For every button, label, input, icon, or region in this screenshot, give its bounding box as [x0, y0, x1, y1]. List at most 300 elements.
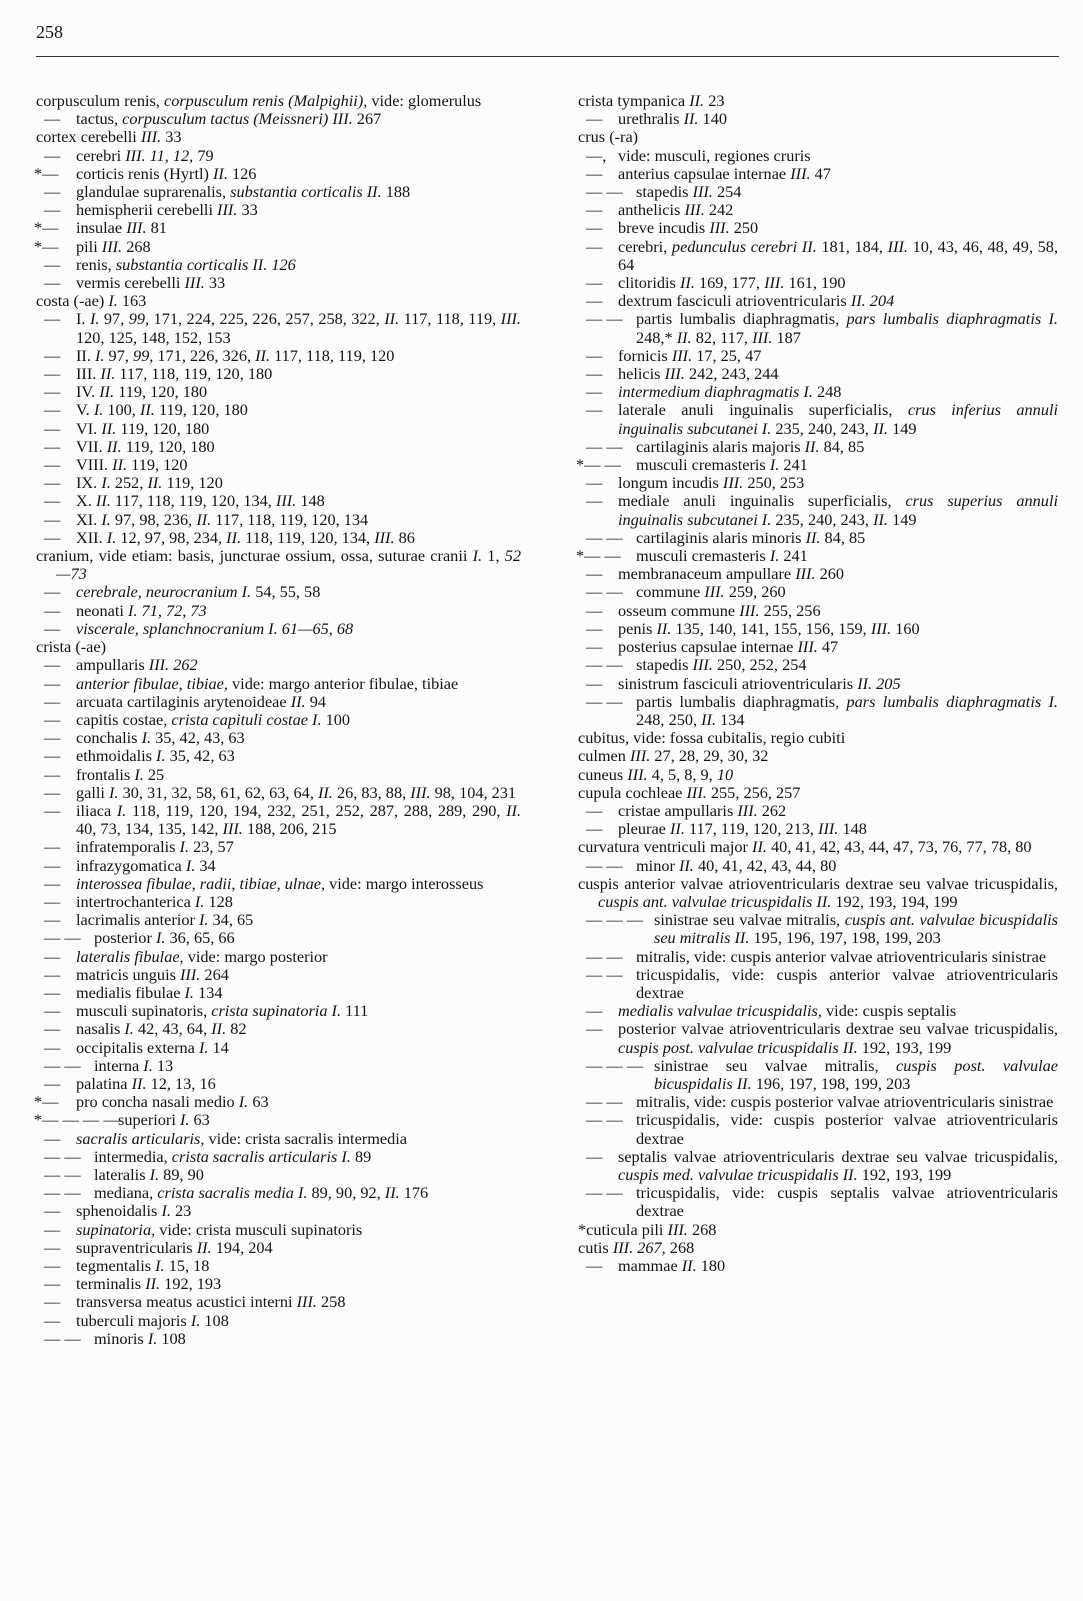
- entry-text: osseum commune III. 255, 256: [618, 600, 821, 620]
- index-entry: [36, 583, 521, 601]
- entry-lead-marker: —: [44, 309, 61, 329]
- index-entry: [36, 1148, 521, 1166]
- entry-lead-marker: —: [586, 109, 603, 129]
- entry-lead-marker: — —: [586, 1183, 623, 1203]
- index-entry: [578, 1057, 1058, 1093]
- entry-lead-marker: —: [44, 491, 61, 511]
- index-entry: [578, 729, 1058, 747]
- entry-lead-marker: —: [44, 855, 61, 875]
- entry-text: tricuspidalis, vide: cuspis anterior valvae atrioventricularis dextrae: [636, 964, 1058, 1002]
- index-entry: [36, 929, 521, 947]
- index-entry: [36, 747, 521, 765]
- index-entry: [578, 1111, 1058, 1147]
- entry-lead-marker: —: [586, 600, 603, 620]
- entry-lead-marker: —: [586, 400, 603, 420]
- entry-text: crista tympanica II. 23: [578, 91, 725, 110]
- entry-lead-marker: —: [586, 1019, 603, 1039]
- index-entry: [36, 511, 521, 529]
- entry-text: tactus, corpusculum tactus (Meissneri) III. 267: [76, 109, 382, 129]
- entry-lead-marker: — —: [586, 946, 623, 966]
- index-entry: [36, 911, 521, 929]
- entry-lead-marker: —: [44, 673, 61, 693]
- entry-lead-marker: —: [586, 236, 603, 256]
- index-entry: [36, 383, 521, 401]
- entry-text: urethralis II. 140: [618, 109, 727, 129]
- entry-text: I. I. 97, 99, 171, 224, 225, 226, 257, 258, 322, II. 117, 118, 119, III. 120, 125, 148, 152, 153: [76, 309, 521, 347]
- index-entry: [36, 1312, 521, 1330]
- index-entry: [578, 147, 1058, 165]
- entry-text: tricuspidalis, vide: cuspis septalis valvae atrioventricularis dextrae: [636, 1183, 1058, 1221]
- entry-lead-marker: —: [44, 728, 61, 748]
- entry-lead-marker: — —: [586, 582, 623, 602]
- entry-lead-marker: —: [586, 564, 603, 584]
- index-entry: [36, 1330, 521, 1348]
- index-entry: [36, 292, 521, 310]
- index-entry: [578, 274, 1058, 292]
- index-entry: [578, 911, 1058, 947]
- entry-lead-marker: — —: [586, 1110, 623, 1130]
- index-entry: [578, 183, 1058, 201]
- index-entry: [36, 474, 521, 492]
- index-entry: [578, 838, 1058, 856]
- index-entry: [36, 547, 521, 583]
- index-entry: [578, 310, 1058, 346]
- entry-lead-marker: —: [586, 364, 603, 384]
- index-entry: [36, 838, 521, 856]
- index-entry: [578, 383, 1058, 401]
- entry-lead-marker: —: [44, 618, 61, 638]
- index-entry: [36, 1275, 521, 1293]
- index-entry: [36, 365, 521, 383]
- entry-text: IX. I. 252, II. 119, 120: [76, 473, 223, 493]
- index-entry: [36, 966, 521, 984]
- index-entry: [36, 310, 521, 346]
- entry-lead-marker: — —: [44, 928, 81, 948]
- index-entry: [36, 1184, 521, 1202]
- entry-text: capitis costae, crista capituli costae I. 100: [76, 709, 351, 729]
- entry-lead-marker: —: [44, 946, 61, 966]
- entry-lead-marker: — —: [44, 1164, 81, 1184]
- entry-text: cupula cochleae III. 255, 256, 257: [578, 782, 801, 802]
- entry-lead-marker: —: [44, 910, 61, 930]
- index-entry: [578, 365, 1058, 383]
- entry-lead-marker: *— —: [576, 455, 621, 475]
- entry-lead-marker: —: [44, 764, 61, 784]
- entry-text: cuneus III. 4, 5, 8, 9, 10: [578, 764, 734, 784]
- entry-text: sinistrae seu valvae mitralis, cuspis ant. valvulae bicuspidalis seu mitralis II. 195, 196, 197, 198, 199, 203: [654, 910, 1058, 948]
- entry-lead-marker: —: [44, 273, 61, 293]
- entry-lead-marker: — —: [586, 655, 623, 675]
- index-entry: [36, 620, 521, 638]
- entry-text: cartilaginis alaris minoris II. 84, 85: [636, 527, 866, 547]
- index-entry: [578, 656, 1058, 674]
- entry-lead-marker: —: [586, 291, 603, 311]
- entry-text: VIII. II. 119, 120: [76, 455, 188, 475]
- entry-lead-marker: —: [44, 1128, 61, 1148]
- index-entry: [36, 183, 521, 201]
- entry-lead-marker: *— —: [576, 546, 621, 566]
- entry-text: lacrimalis anterior I. 34, 65: [76, 910, 254, 930]
- entry-lead-marker: —: [44, 509, 61, 529]
- entry-lead-marker: —: [586, 673, 603, 693]
- entry-text: longum incudis III. 250, 253: [618, 473, 805, 493]
- entry-text: VI. II. 119, 120, 180: [76, 418, 210, 438]
- entry-text: posterior I. 36, 65, 66: [94, 928, 235, 948]
- entry-lead-marker: — —: [586, 691, 623, 711]
- index-entry: [578, 474, 1058, 492]
- entry-text: sinistrae seu valvae mitralis, cuspis post. valvulae bicuspidalis II. 196, 197, 198, 199, 203: [654, 1055, 1058, 1093]
- index-entry: [578, 165, 1058, 183]
- entry-lead-marker: —: [586, 1001, 603, 1021]
- index-entry: [36, 984, 521, 1002]
- entry-lead-marker: —: [586, 618, 603, 638]
- index-entry: [578, 1020, 1058, 1056]
- entry-lead-marker: —: [586, 163, 603, 183]
- index-column-left: [36, 92, 521, 1348]
- index-entry: [36, 656, 521, 674]
- index-entry: [36, 147, 521, 165]
- index-entry: [578, 602, 1058, 620]
- entry-text: crus (-ra): [578, 127, 639, 147]
- entry-lead-marker: — —: [586, 182, 623, 202]
- index-entry: [36, 1093, 521, 1111]
- index-entry: [578, 1257, 1058, 1275]
- entry-text: cristae ampullaris III. 262: [618, 800, 787, 820]
- index-entry: [36, 438, 521, 456]
- entry-lead-marker: —: [44, 400, 61, 420]
- entry-text: frontalis I. 25: [76, 764, 165, 784]
- entry-text: partis lumbalis diaphragmatis, pars lumbalis diaphragmatis I. 248, 250, II. 134: [636, 691, 1058, 729]
- entry-text: III. II. 117, 118, 119, 120, 180: [76, 364, 273, 384]
- index-entry: [578, 292, 1058, 310]
- index-entry: [36, 1130, 521, 1148]
- index-entry: [36, 711, 521, 729]
- entry-lead-marker: —: [44, 837, 61, 857]
- index-entry: [578, 1148, 1058, 1184]
- entry-text: infratemporalis I. 23, 57: [76, 837, 234, 857]
- entry-text: transversa meatus acustici interni III. 258: [76, 1292, 346, 1312]
- entry-lead-marker: —: [44, 436, 61, 456]
- entry-text: mediale anuli inguinalis superficialis, crus superius annuli inguinalis subcutanei I. 235, 240, 243, II. 149: [618, 491, 1058, 529]
- index-entry: [36, 1111, 521, 1129]
- index-entry: [36, 784, 521, 802]
- entry-text: septalis valvae atrioventricularis dextrae seu valvae tricuspidalis, cuspis med. valvulae tricuspidalis II. 192, 193, 199: [618, 1146, 1058, 1184]
- entry-text: cerebri III. 11, 12, 79: [76, 145, 214, 165]
- entry-text: laterale anuli inguinalis superficialis, crus inferius annuli inguinalis subcutanei I. 235, 240, 243, II. 149: [618, 400, 1059, 438]
- index-entry: [578, 766, 1058, 784]
- index-entry: [36, 602, 521, 620]
- index-entry: [36, 165, 521, 183]
- index-entry: [578, 219, 1058, 237]
- entry-text: XII. I. 12, 97, 98, 234, II. 118, 119, 120, 134, III. 86: [76, 527, 415, 547]
- entry-lead-marker: — — —: [586, 1055, 643, 1075]
- entry-text: pili III. 268: [76, 236, 151, 256]
- index-entry: [36, 693, 521, 711]
- entry-text: corticis renis (Hyrtl) II. 126: [76, 163, 257, 183]
- entry-lead-marker: — — —: [586, 910, 643, 930]
- entry-text: penis II. 135, 140, 141, 155, 156, 159, III. 160: [618, 618, 920, 638]
- entry-text: nasalis I. 42, 43, 64, II. 82: [76, 1019, 247, 1039]
- index-entry: [36, 638, 521, 656]
- index-entry: [36, 1020, 521, 1038]
- entry-text: intertrochanterica I. 128: [76, 891, 233, 911]
- entry-text: mediana, crista sacralis media I. 89, 90, 92, II. 176: [94, 1183, 429, 1203]
- entry-text: V. I. 100, II. 119, 120, 180: [76, 400, 248, 420]
- index-entry: [578, 875, 1058, 911]
- entry-text: sacralis articularis, vide: crista sacralis intermedia: [76, 1128, 407, 1148]
- entry-text: terminalis II. 192, 193: [76, 1274, 222, 1294]
- entry-text: stapedis III. 254: [636, 182, 742, 202]
- entry-text: cutis III. 267, 268: [578, 1237, 695, 1257]
- entry-text: glandulae suprarenalis, substantia corticalis II. 188: [76, 182, 411, 202]
- entry-lead-marker: — —: [586, 527, 623, 547]
- entry-text: XI. I. 97, 98, 236, II. 117, 118, 119, 120, 134: [76, 509, 369, 529]
- entry-text: curvatura ventriculi major II. 40, 41, 42, 43, 44, 47, 73, 76, 77, 78, 80: [578, 837, 1032, 857]
- entry-text: intermedium diaphragmatis I. 248: [618, 382, 842, 402]
- entry-lead-marker: — —: [44, 1146, 81, 1166]
- entry-text: vide: musculi, regiones cruris: [618, 145, 811, 165]
- entry-text: intermedia, crista sacralis articularis I. 89: [94, 1146, 372, 1166]
- entry-lead-marker: —: [586, 637, 603, 657]
- entry-text: occipitalis externa I. 14: [76, 1037, 229, 1057]
- index-entry: [578, 1184, 1058, 1220]
- entry-text: galli I. 30, 31, 32, 58, 61, 62, 63, 64, II. 26, 83, 88, III. 98, 104, 231: [76, 782, 517, 802]
- index-entry: [578, 547, 1058, 565]
- index-entry: [36, 675, 521, 693]
- entry-lead-marker: —: [44, 345, 61, 365]
- entry-lead-marker: — —: [586, 436, 623, 456]
- index-entry: [36, 857, 521, 875]
- entry-text: musculi supinatoris, crista supinatoria I. 111: [76, 1001, 369, 1021]
- index-entry: [578, 110, 1058, 128]
- entry-text: breve incudis III. 250: [618, 218, 759, 238]
- entry-text: insulae III. 81: [76, 218, 167, 238]
- entry-text: lateralis fibulae, vide: margo posterior: [76, 946, 328, 966]
- index-entry: [36, 1221, 521, 1239]
- entry-text: medialis fibulae I. 134: [76, 982, 223, 1002]
- entry-lead-marker: —: [586, 273, 603, 293]
- entry-text: pleurae II. 117, 119, 120, 213, III. 148: [618, 819, 867, 839]
- entry-text: minoris I. 108: [94, 1328, 186, 1348]
- entry-lead-marker: —: [44, 655, 61, 675]
- entry-lead-marker: —: [44, 1019, 61, 1039]
- entry-text: lateralis I. 89, 90: [94, 1164, 204, 1184]
- index-entry: [578, 620, 1058, 638]
- entry-text: pro concha nasali medio I. 63: [76, 1092, 269, 1112]
- index-entry: [36, 1202, 521, 1220]
- entry-text: cranium, vide etiam: basis, juncturae ossium, ossa, suturae cranii I. 1, 52—73: [36, 546, 521, 584]
- index-entry: [36, 219, 521, 237]
- entry-text: commune III. 259, 260: [636, 582, 786, 602]
- entry-lead-marker: —: [44, 145, 61, 165]
- entry-lead-marker: —: [586, 1256, 603, 1275]
- entry-lead-marker: —: [44, 1219, 61, 1239]
- entry-lead-marker: —: [44, 1237, 61, 1257]
- index-entry: [578, 492, 1058, 528]
- entry-lead-marker: —: [586, 800, 603, 820]
- entry-text: fornicis III. 17, 25, 47: [618, 345, 762, 365]
- entry-text: tegmentalis I. 15, 18: [76, 1256, 210, 1275]
- entry-text: renis, substantia corticalis II. 126: [76, 254, 296, 274]
- entry-lead-marker: —: [44, 800, 61, 820]
- entry-text: interossea fibulae, radii, tibiae, ulnae, vide: margo interosseus: [76, 873, 484, 893]
- index-entry: [36, 1293, 521, 1311]
- entry-lead-marker: —: [44, 109, 61, 129]
- entry-text: cerebrale, neurocranium I. 54, 55, 58: [76, 582, 321, 602]
- entry-text: clitoridis II. 169, 177, III. 161, 190: [618, 273, 846, 293]
- entry-text: supraventricularis II. 194, 204: [76, 1237, 273, 1257]
- entry-lead-marker: —: [44, 582, 61, 602]
- entry-lead-marker: —: [44, 964, 61, 984]
- index-entry: [36, 420, 521, 438]
- index-entry: [578, 857, 1058, 875]
- entry-text: neonati I. 71, 72, 73: [76, 600, 207, 620]
- entry-lead-marker: *—: [34, 236, 59, 256]
- entry-lead-marker: *— — — —: [34, 1110, 120, 1130]
- entry-text: anterius capsulae internae III. 47: [618, 163, 831, 183]
- entry-lead-marker: — —: [586, 964, 623, 984]
- index-entry: [36, 1166, 521, 1184]
- entry-lead-marker: — —: [586, 309, 623, 329]
- entry-lead-marker: —: [44, 254, 61, 274]
- entry-text: mitralis, vide: cuspis posterior valvae atrioventricularis sinistrae: [636, 1092, 1054, 1112]
- entry-text: mammae II. 180: [618, 1256, 726, 1275]
- entry-text: posterius capsulae internae III. 47: [618, 637, 839, 657]
- entry-text: palatina II. 12, 13, 16: [76, 1073, 216, 1093]
- entry-text: stapedis III. 250, 252, 254: [636, 655, 807, 675]
- entry-lead-marker: —: [44, 382, 61, 402]
- index-entry: [36, 766, 521, 784]
- index-entry: [36, 1057, 521, 1075]
- entry-text: cubitus, vide: fossa cubitalis, regio cubiti: [578, 728, 846, 748]
- entry-text: musculi cremasteris I. 241: [636, 546, 808, 566]
- entry-lead-marker: — —: [586, 855, 623, 875]
- index-entry: [578, 1239, 1058, 1257]
- index-entry: [578, 529, 1058, 547]
- index-entry: [578, 238, 1058, 274]
- index-entry: [36, 238, 521, 256]
- entry-lead-marker: —: [44, 1310, 61, 1330]
- entry-lead-marker: —: [44, 1201, 61, 1221]
- index-column-right: [578, 92, 1058, 1275]
- index-entry: [578, 1093, 1058, 1111]
- header-rule: [36, 56, 1059, 57]
- entry-lead-marker: —: [586, 819, 603, 839]
- entry-text: supinatoria, vide: crista musculi supinatoris: [76, 1219, 363, 1239]
- index-entry: [578, 92, 1058, 110]
- entry-lead-marker: —: [586, 491, 603, 511]
- entry-text: partis lumbalis diaphragmatis, pars lumbalis diaphragmatis I. 248,* II. 82, 117, III. 187: [636, 309, 1058, 347]
- index-entry: [36, 274, 521, 292]
- index-entry: [578, 201, 1058, 219]
- entry-lead-marker: —: [44, 600, 61, 620]
- entry-lead-marker: —: [44, 473, 61, 493]
- index-entry: [578, 438, 1058, 456]
- entry-text: mitralis, vide: cuspis anterior valvae atrioventricularis sinistrae: [636, 946, 1047, 966]
- entry-lead-marker: —: [44, 1037, 61, 1057]
- index-entry: [36, 347, 521, 365]
- entry-lead-marker: *—: [34, 1092, 59, 1112]
- entry-lead-marker: —: [44, 200, 61, 220]
- entry-lead-marker: — —: [586, 1092, 623, 1112]
- entry-lead-marker: —,: [586, 145, 607, 165]
- index-entry: [36, 529, 521, 547]
- index-entry: [578, 747, 1058, 765]
- index-entry: [36, 201, 521, 219]
- entry-text: hemispherii cerebelli III. 33: [76, 200, 258, 220]
- entry-text: costa (-ae) I. 163: [36, 291, 147, 311]
- entry-text: vermis cerebelli III. 33: [76, 273, 226, 293]
- entry-lead-marker: — —: [44, 1055, 81, 1075]
- entry-lead-marker: —: [586, 473, 603, 493]
- entry-text: posterior valvae atrioventricularis dextrae seu valvae tricuspidalis, cuspis post. valvulae tricuspidalis II. 192, 193, 199: [618, 1019, 1058, 1057]
- index-entry: [36, 456, 521, 474]
- page-number: 258: [36, 22, 63, 42]
- entry-lead-marker: —: [44, 1274, 61, 1294]
- index-entry: [578, 966, 1058, 1002]
- entry-lead-marker: —: [44, 1001, 61, 1021]
- entry-lead-marker: —: [44, 746, 61, 766]
- index-entry: [578, 820, 1058, 838]
- entry-lead-marker: —: [586, 218, 603, 238]
- index-entry: [36, 875, 521, 893]
- index-entry: [36, 110, 521, 128]
- entry-lead-marker: —: [586, 1146, 603, 1166]
- entry-lead-marker: —: [586, 200, 603, 220]
- entry-text: ampullaris III. 262: [76, 655, 198, 675]
- index-entry: [36, 1002, 521, 1020]
- index-entry: [36, 1039, 521, 1057]
- entry-text: cartilaginis alaris majoris II. 84, 85: [636, 436, 865, 456]
- entry-text: VII. II. 119, 120, 180: [76, 436, 215, 456]
- entry-lead-marker: —: [44, 527, 61, 547]
- entry-lead-marker: —: [44, 418, 61, 438]
- index-entry: [578, 128, 1058, 146]
- index-entry: [578, 1221, 1058, 1239]
- entry-text: viscerale, splanchnocranium I. 61—65, 68: [76, 618, 354, 638]
- entry-text: II. I. 97, 99, 171, 226, 326, II. 117, 118, 119, 120: [76, 345, 395, 365]
- entry-text: minor II. 40, 41, 42, 43, 44, 80: [636, 855, 837, 875]
- entry-text: matricis unguis III. 264: [76, 964, 229, 984]
- index-entry: [578, 693, 1058, 729]
- index-entry: [36, 256, 521, 274]
- entry-lead-marker: —: [44, 873, 61, 893]
- entry-lead-marker: —: [44, 1073, 61, 1093]
- entry-lead-marker: —: [44, 364, 61, 384]
- entry-text: crista (-ae): [36, 637, 107, 657]
- entry-text: anthelicis III. 242: [618, 200, 734, 220]
- entry-text: tuberculi majoris I. 108: [76, 1310, 229, 1330]
- entry-lead-marker: —: [44, 455, 61, 475]
- entry-lead-marker: —: [44, 709, 61, 729]
- index-entry: [36, 729, 521, 747]
- entry-lead-marker: — —: [44, 1183, 81, 1203]
- entry-text: IV. II. 119, 120, 180: [76, 382, 208, 402]
- index-entry: [578, 638, 1058, 656]
- index-entry: [36, 92, 521, 110]
- index-entry: [578, 401, 1058, 437]
- entry-text: tricuspidalis, vide: cuspis posterior valvae atrioventricularis dextrae: [636, 1110, 1058, 1148]
- entry-lead-marker: —: [586, 382, 603, 402]
- index-entry: [578, 948, 1058, 966]
- index-entry: [36, 802, 521, 838]
- index-entry: [578, 456, 1058, 474]
- entry-text: corpusculum renis, corpusculum renis (Malpighii), vide: glomerulus: [36, 91, 482, 110]
- entry-lead-marker: —: [44, 1292, 61, 1312]
- entry-text: *cuticula pili III. 268: [578, 1219, 717, 1239]
- entry-text: arcuata cartilaginis arytenoideae II. 94: [76, 691, 326, 711]
- entry-text: interna I. 13: [94, 1055, 174, 1075]
